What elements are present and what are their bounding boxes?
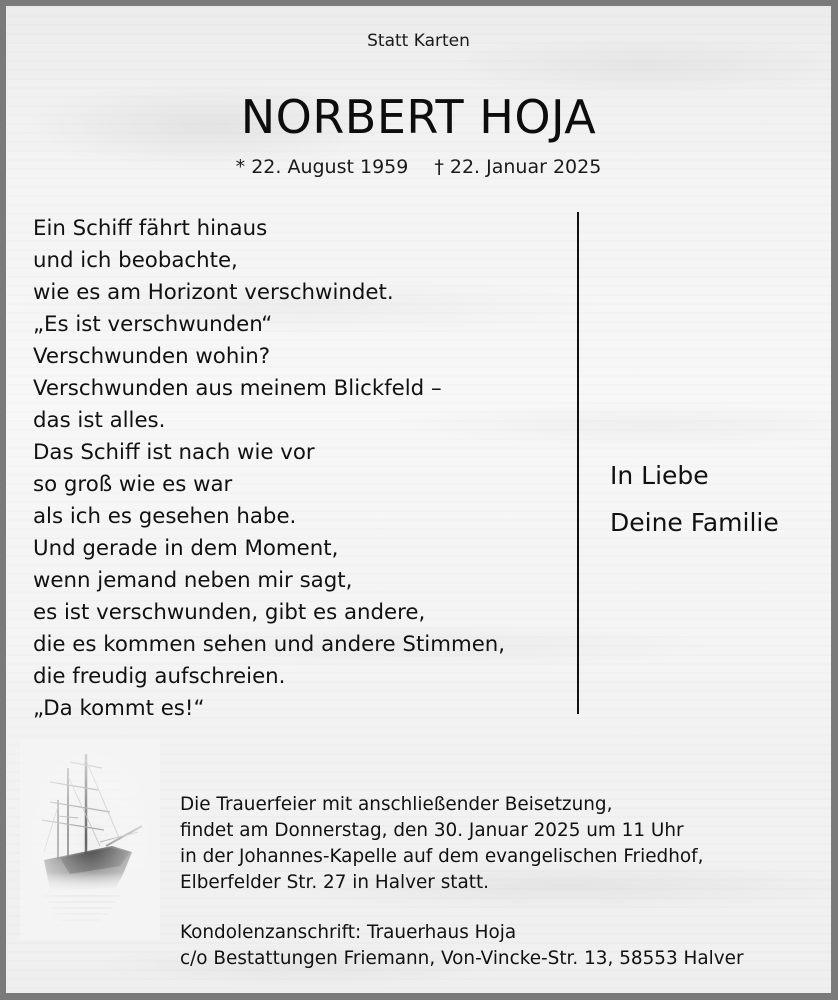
poem-line: es ist verschwunden, gibt es andere, [33,600,426,625]
poem-line: wie es am Horizont verschwindet. [33,280,394,305]
poem-line: als ich es gesehen habe. [33,504,297,529]
poem-line: Das Schiff ist nach wie vor [33,440,315,465]
death-date: † 22. Januar 2025 [434,156,602,178]
condolence-line: Kondolenzanschrift: Trauerhaus Hoja [180,922,517,943]
poem [33,213,505,725]
deceased-name: NORBERT HOJA [240,90,597,144]
poem-line: Ein Schiff fährt hinaus [33,216,268,241]
poem-line: und ich beobachte, [33,248,238,273]
condolence-address [180,920,744,972]
signature-line-1: In Liebe [610,461,709,490]
vertical-divider [577,212,579,714]
sailing-ship-icon [20,740,160,940]
ceremony-line: Die Trauerfeier mit anschließender Beisetzung, [180,794,613,815]
poem-line: Und gerade in dem Moment, [33,536,339,561]
statt-karten-note: Statt Karten [367,31,470,51]
birth-date: * 22. August 1959 [235,156,409,178]
poem-line: Verschwunden wohin? [33,344,271,369]
ceremony-info [180,792,703,896]
poem-line: die freudig aufschreien. [33,664,286,689]
ceremony-line: in der Johannes-Kapelle auf dem evangelischen Friedhof, [180,846,704,867]
family-signature [610,452,779,546]
life-dates [6,156,831,178]
poem-line: wenn jemand neben mir sagt, [33,568,353,593]
signature-line-2: Deine Familie [610,508,779,537]
condolence-line: c/o Bestattungen Friemann, Von-Vincke-Str. 13, 58553 Halver [180,948,744,969]
ceremony-line: findet am Donnerstag, den 30. Januar 2025 um 11 Uhr [180,820,684,841]
ceremony-line: Elberfelder Str. 27 in Halver statt. [180,872,490,893]
poem-line: „Da kommt es!“ [33,696,205,721]
obituary-card [6,6,831,993]
poem-line: „Es ist verschwunden“ [33,312,273,337]
poem-line: das ist alles. [33,408,166,433]
poem-line: die es kommen sehen und andere Stimmen, [33,632,506,657]
poem-line: Verschwunden aus meinem Blickfeld – [33,376,442,401]
poem-line: so groß wie es war [33,472,233,497]
